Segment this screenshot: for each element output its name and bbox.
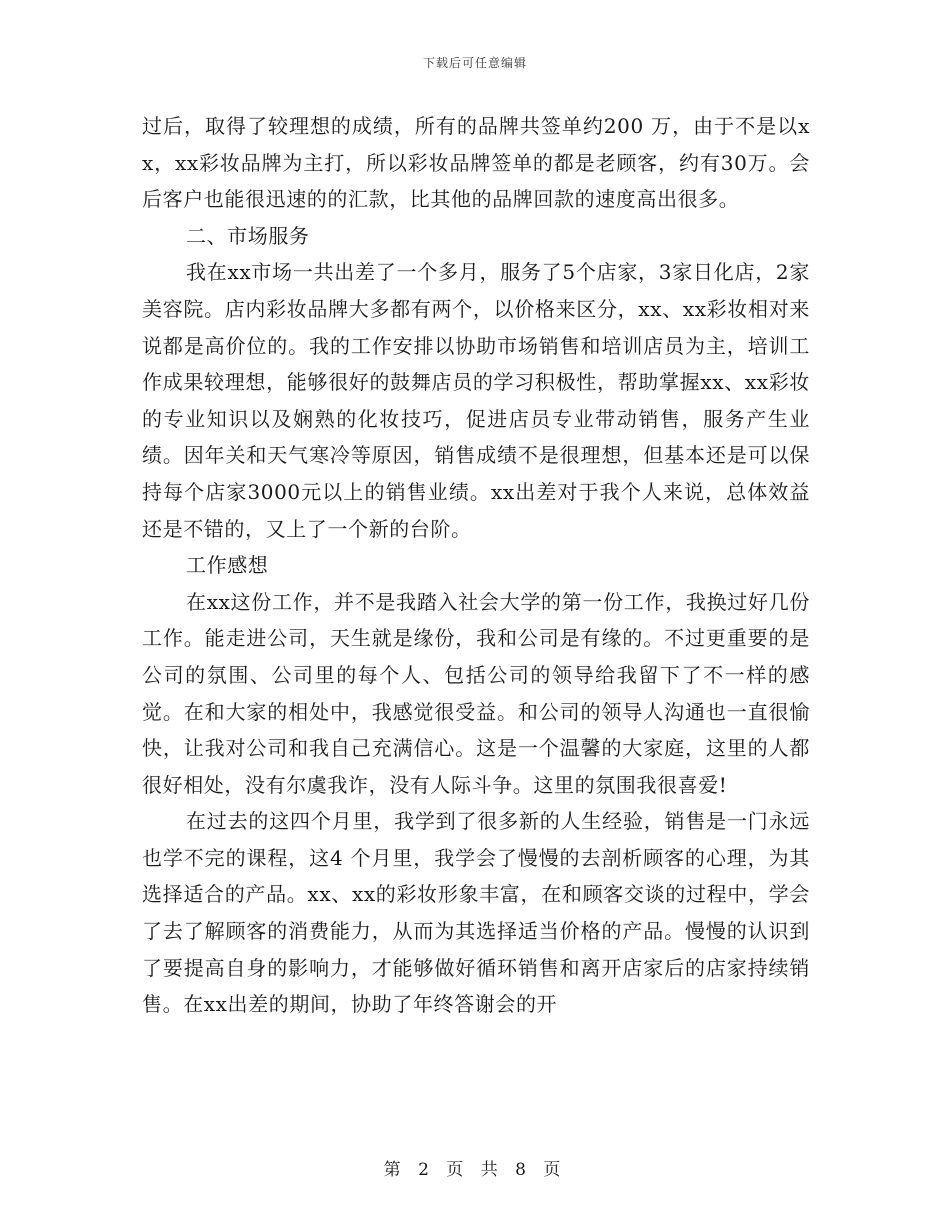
paragraph-work-thoughts: 在xx这份工作，并不是我踏入社会大学的第一份工作，我换过好几份工作。能走进公司，天生就是缘份，我和公司是有缘的。不过更重要的是公司的氛围、公司里的每个人、包括公司的领导给我留下了不一样的感觉。在和大家的相处中，我感觉很受益。和公司的领导人沟通也一直很愉快，让我对公司和我自己充满信心。这是一个温馨的大家庭，这里的人都很好相处，没有尔虞我诈，没有人际斗争。这里的氛围我很喜爱!: [142, 589, 810, 797]
paragraph-continued: 过后，取得了较理想的成绩，所有的品牌共签单约200 万，由于不是以xx，xx彩妆品牌为主打，所以彩妆品牌签单的都是老顾客，约有30万。会后客户也能很迅速的的汇款，比其他的品牌回款的速度高出很多。: [142, 114, 810, 212]
paragraph-experience: 在过去的这四个月里，我学到了很多新的人生经验，销售是一门永远也学不完的课程，这4 个月里，我学会了慢慢的去剖析顾客的心理，为其选择适合的产品。xx、xx的彩妆形象丰富，在和顾客交谈的过程中，学会了去了解顾客的消费能力，从而为其选择适当价格的产品。慢慢的认识到了要提高自身的影响力，才能够做好循环销售和离开店家后的店家持续销售。在xx出差的期间，协助了年终答谢会的开: [142, 809, 810, 1017]
section-heading-market-service: 二、市场服务: [186, 223, 310, 248]
page-header: 下载后可任意编辑: [422, 56, 527, 70]
section-heading-work-thoughts: 工作感想: [186, 553, 269, 578]
document-body: [142, 108, 810, 1023]
paragraph-market-service: 我在xx市场一共出差了一个多月，服务了5个店家，3家日化店，2家美容院。店内彩妆品牌大多都有两个，以价格来区分，xx、xx彩妆相对来说都是高价位的。我的工作安排以协助市场销售和培训店员为主，培训工作成果较理想，能够很好的鼓舞店员的学习积极性，帮助掌握xx、xx彩妆的专业知识以及娴熟的化妆技巧，促进店员专业带动销售，服务产生业绩。因年关和天气寒冷等原因，销售成绩不是很理想，但基本还是可以保持每个店家3000元以上的销售业绩。xx出差对于我个人来说，总体效益还是不错的，又上了一个新的台阶。: [142, 260, 810, 541]
page-number: 第 2 页 共 8 页: [383, 1160, 567, 1180]
